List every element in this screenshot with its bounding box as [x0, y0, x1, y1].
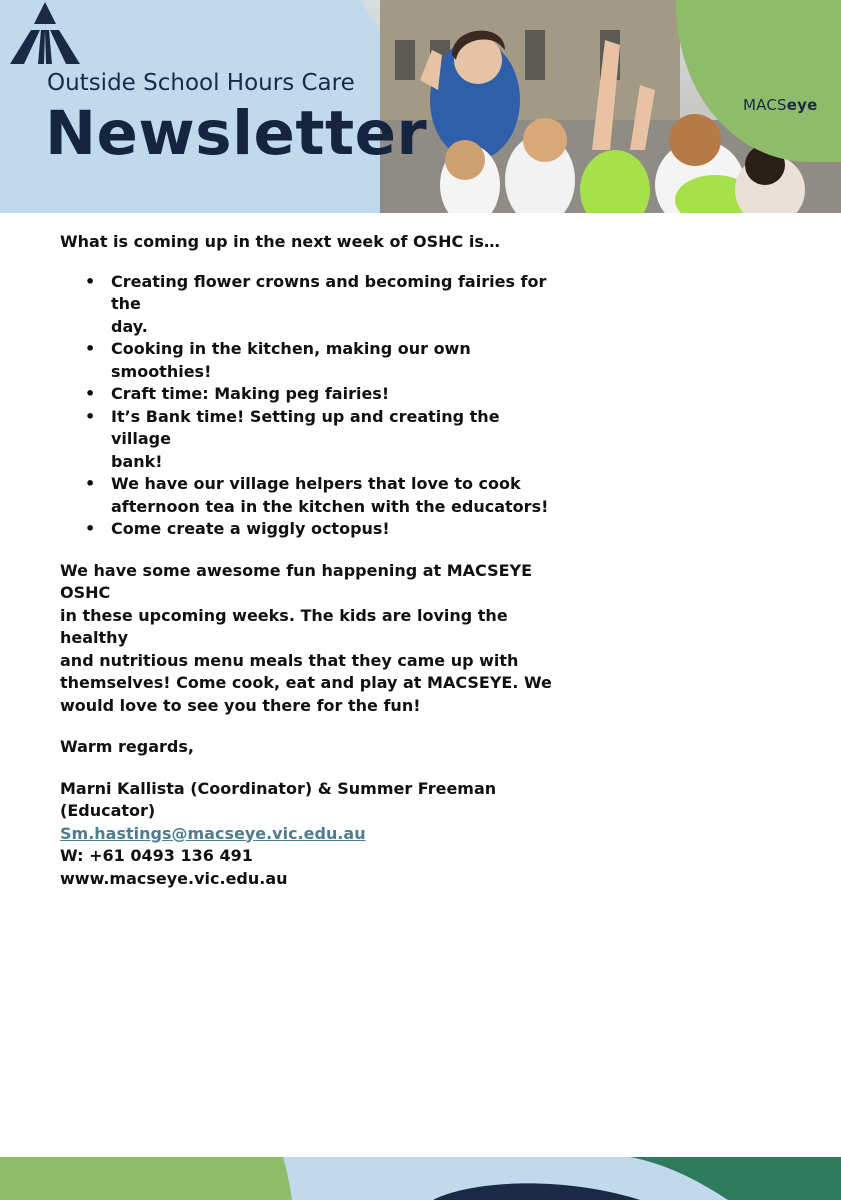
intro-text: What is coming up in the next week of OSHC is…	[60, 232, 500, 251]
bullet-icon: •	[85, 474, 96, 493]
body-paragraph: We have some awesome fun happening at MACSEYE OSHC in these upcoming weeks. The kids are loving the healthy and nutritious menu meals that they came up with themselves! Come cook, eat and play at MACSEYE. We would love to see you there for the fun!	[60, 560, 552, 715]
footer-banner	[0, 1157, 841, 1200]
logo-prefix: MACS	[743, 96, 787, 114]
activity-list	[60, 271, 560, 541]
newsletter-content	[60, 231, 560, 890]
list-item: • We have our village helpers that love to cook afternoon tea in the kitchen with the educators!	[85, 474, 549, 516]
page-title: Newsletter	[45, 98, 428, 169]
bullet-icon: •	[85, 339, 96, 358]
closing-text: Warm regards,	[60, 737, 194, 756]
logo-wordmark	[743, 96, 817, 114]
list-item: • Come create a wiggly octopus!	[111, 518, 560, 541]
phone-number: W: +61 0493 136 491	[60, 846, 253, 865]
list-item: • Craft time: Making peg fairies!	[111, 383, 560, 406]
email-link[interactable]: Sm.hastings@macseye.vic.edu.au	[60, 823, 366, 843]
bullet-icon: •	[85, 384, 96, 403]
bullet-icon: •	[85, 406, 96, 426]
list-item: • It’s Bank time! Setting up and creating the village bank!	[85, 406, 500, 471]
signature: Marni Kallista (Coordinator) & Summer Freeman (Educator)	[60, 778, 497, 820]
header-subtitle: Outside School Hours Care	[47, 70, 355, 96]
list-item: • Creating flower crowns and becoming fairies for the day.	[85, 271, 547, 336]
bullet-icon: •	[85, 519, 96, 538]
bullet-icon: •	[85, 271, 96, 291]
logo-suffix: eye	[786, 96, 818, 114]
footer-graphic	[0, 1157, 841, 1200]
list-item: • Cooking in the kitchen, making our own smoothies!	[85, 339, 471, 381]
website-text: www.macseye.vic.edu.au	[60, 868, 288, 888]
macseye-logo-icon	[0, 0, 90, 90]
header-banner	[0, 0, 841, 213]
